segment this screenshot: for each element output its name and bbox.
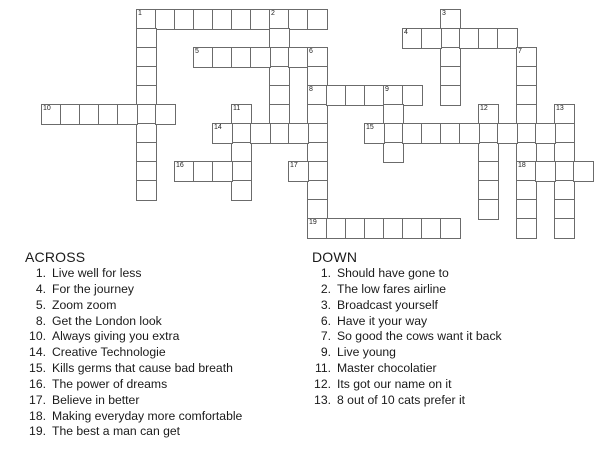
grid-cell[interactable] xyxy=(440,66,461,87)
cell-number: 18 xyxy=(518,162,526,169)
clue-text: The low fares airline xyxy=(337,281,447,296)
clue-text: Should have gone to xyxy=(337,266,449,280)
down-clue-list xyxy=(314,266,502,409)
grid-cell[interactable] xyxy=(307,123,328,144)
grid-cell[interactable] xyxy=(174,161,195,182)
clue-text: Live young xyxy=(337,345,396,360)
grid-cell[interactable] xyxy=(136,9,157,30)
clue-number: 4. xyxy=(35,281,46,296)
grid-cell[interactable] xyxy=(231,142,252,163)
down-clue[interactable] xyxy=(320,345,502,361)
clue-text: Get the London look xyxy=(52,313,162,328)
clue-number: 3. xyxy=(320,297,331,312)
grid-cell[interactable] xyxy=(288,123,309,144)
grid-cell[interactable] xyxy=(307,199,328,220)
grid-cell[interactable] xyxy=(288,9,309,30)
clue-text: 8 out of 10 cats prefer it xyxy=(337,392,466,407)
clue-number: 2. xyxy=(320,281,331,296)
cell-number: 3 xyxy=(442,10,446,17)
cell-number: 17 xyxy=(290,162,298,169)
grid-cell[interactable] xyxy=(288,47,309,68)
grid-cell[interactable] xyxy=(440,28,461,49)
cell-number: 8 xyxy=(309,86,313,93)
grid-cell[interactable] xyxy=(554,161,575,182)
grid-cell[interactable] xyxy=(383,218,404,239)
cell-number: 2 xyxy=(271,10,275,17)
grid-cell[interactable] xyxy=(307,180,328,201)
cell-number: 7 xyxy=(518,48,522,55)
grid-cell[interactable] xyxy=(307,161,328,182)
grid-cell[interactable] xyxy=(212,47,233,68)
clue-number: 14. xyxy=(29,345,46,360)
clue-number: 11. xyxy=(314,361,331,376)
grid-cell[interactable] xyxy=(516,85,537,106)
grid-cell[interactable] xyxy=(364,218,385,239)
grid-cell[interactable] xyxy=(402,85,423,106)
across-clue[interactable] xyxy=(35,297,242,314)
grid-cell[interactable] xyxy=(383,104,404,125)
grid-cell[interactable] xyxy=(478,28,499,49)
cell-number: 4 xyxy=(404,29,408,36)
clue-text: Have it your way xyxy=(337,313,428,328)
grid-cell[interactable] xyxy=(478,161,499,182)
grid-cell[interactable] xyxy=(117,104,138,125)
grid-cell[interactable] xyxy=(440,47,461,68)
grid-cell[interactable] xyxy=(497,123,518,144)
grid-cell[interactable] xyxy=(136,161,157,182)
grid-cell[interactable] xyxy=(402,28,423,49)
grid-cell[interactable] xyxy=(155,9,176,30)
clue-number: 6. xyxy=(320,313,331,328)
grid-cell[interactable] xyxy=(554,180,575,201)
grid-cell[interactable] xyxy=(364,85,385,106)
grid-cell[interactable] xyxy=(326,218,347,239)
cell-number: 14 xyxy=(214,124,222,131)
across-clue[interactable] xyxy=(29,329,242,345)
grid-cell[interactable] xyxy=(402,218,423,239)
grid-cell[interactable] xyxy=(345,85,366,106)
clue-number: 15. xyxy=(29,361,46,376)
down-clue[interactable] xyxy=(314,376,502,393)
grid-cell[interactable] xyxy=(554,123,575,144)
grid-cell[interactable] xyxy=(269,123,290,144)
grid-cell[interactable] xyxy=(497,28,518,49)
grid-cell[interactable] xyxy=(231,161,252,182)
grid-cell[interactable] xyxy=(516,161,537,182)
grid-cell[interactable] xyxy=(231,9,252,30)
down-clue[interactable] xyxy=(320,281,502,298)
grid-cell[interactable] xyxy=(136,104,157,125)
grid-cell[interactable] xyxy=(440,85,461,106)
grid-cell[interactable] xyxy=(98,104,119,125)
grid-cell[interactable] xyxy=(136,85,157,106)
grid-cell[interactable] xyxy=(554,142,575,163)
clue-text: Broadcast yourself xyxy=(337,297,438,312)
clue-text: Creative Technologie xyxy=(52,345,166,360)
grid-cell[interactable] xyxy=(269,104,290,125)
across-heading: ACROSS xyxy=(25,249,86,265)
cell-number: 6 xyxy=(309,48,313,55)
grid-cell[interactable] xyxy=(136,180,157,201)
cell-number: 11 xyxy=(233,105,241,112)
grid-cell[interactable] xyxy=(345,218,366,239)
grid-cell[interactable] xyxy=(155,104,176,125)
grid-cell[interactable] xyxy=(231,123,252,144)
grid-cell[interactable] xyxy=(440,123,461,144)
grid-cell[interactable] xyxy=(516,180,537,201)
across-clue[interactable] xyxy=(29,345,242,361)
clue-text: Its got our name on it xyxy=(337,376,452,391)
grid-cell[interactable] xyxy=(516,104,537,125)
grid-cell[interactable] xyxy=(269,85,290,106)
clue-number: 10. xyxy=(29,329,46,344)
grid-cell[interactable] xyxy=(136,66,157,87)
across-clue[interactable] xyxy=(29,361,242,377)
grid-cell[interactable] xyxy=(383,85,404,106)
clue-number: 1. xyxy=(35,266,46,280)
clue-text: The best a man can get xyxy=(52,424,181,439)
clue-text: So good the cows want it back xyxy=(337,329,502,344)
cell-number: 10 xyxy=(43,105,51,112)
clue-text: Zoom zoom xyxy=(52,297,117,312)
grid-cell[interactable] xyxy=(478,180,499,201)
cell-number: 16 xyxy=(176,162,184,169)
grid-cell[interactable] xyxy=(307,104,328,125)
grid-cell[interactable] xyxy=(440,9,461,30)
clue-text: Live well for less xyxy=(52,266,142,280)
down-clue[interactable] xyxy=(314,361,502,377)
down-heading: DOWN xyxy=(312,249,358,265)
grid-cell[interactable] xyxy=(212,123,233,144)
cell-number: 5 xyxy=(195,48,199,55)
grid-cell[interactable] xyxy=(554,218,575,239)
grid-cell[interactable] xyxy=(307,9,328,30)
grid-cell[interactable] xyxy=(440,218,461,239)
grid-cell[interactable] xyxy=(554,104,575,125)
grid-cell[interactable] xyxy=(212,9,233,30)
across-clue[interactable] xyxy=(35,266,242,282)
grid-cell[interactable] xyxy=(41,104,62,125)
clue-number: 7. xyxy=(320,329,331,344)
grid-cell[interactable] xyxy=(174,9,195,30)
grid-cell[interactable] xyxy=(269,28,290,49)
grid-cell[interactable] xyxy=(193,47,214,68)
clue-number: 18. xyxy=(29,408,46,423)
grid-cell[interactable] xyxy=(307,142,328,163)
grid-cell[interactable] xyxy=(421,28,442,49)
grid-cell[interactable] xyxy=(79,104,100,125)
clue-number: 12. xyxy=(314,376,331,391)
grid-cell[interactable] xyxy=(307,47,328,68)
grid-cell[interactable] xyxy=(383,142,404,163)
grid-cell[interactable] xyxy=(478,123,499,144)
clue-text: For the journey xyxy=(52,281,134,296)
grid-cell[interactable] xyxy=(421,218,442,239)
grid-cell[interactable] xyxy=(554,199,575,220)
grid-cell[interactable] xyxy=(136,47,157,68)
grid-cell[interactable] xyxy=(60,104,81,125)
grid-cell[interactable] xyxy=(516,47,537,68)
grid-cell[interactable] xyxy=(573,161,594,182)
across-clue[interactable] xyxy=(35,313,242,330)
grid-cell[interactable] xyxy=(193,9,214,30)
grid-cell[interactable] xyxy=(516,142,537,163)
grid-cell[interactable] xyxy=(516,218,537,239)
down-clue[interactable] xyxy=(314,392,502,409)
cell-number: 12 xyxy=(480,105,488,112)
cell-number: 15 xyxy=(366,124,374,131)
down-clue[interactable] xyxy=(320,329,502,345)
grid-cell[interactable] xyxy=(193,161,214,182)
grid-cell[interactable] xyxy=(383,123,404,144)
grid-cell[interactable] xyxy=(136,28,157,49)
clue-text: Always giving you extra xyxy=(52,329,180,344)
clue-text: Making everyday more comfortable xyxy=(52,408,243,423)
clue-number: 8. xyxy=(35,313,46,328)
grid-cell[interactable] xyxy=(231,104,252,125)
grid-cell[interactable] xyxy=(288,161,309,182)
cell-number: 1 xyxy=(138,10,142,17)
down-clue[interactable] xyxy=(320,313,502,330)
clue-text: Believe in better xyxy=(52,392,140,407)
cell-number: 9 xyxy=(385,86,389,93)
grid-cell[interactable] xyxy=(516,199,537,220)
clue-text: The power of dreams xyxy=(52,376,168,391)
clue-number: 9. xyxy=(320,345,331,360)
grid-cell[interactable] xyxy=(516,123,537,144)
clue-number: 13. xyxy=(314,392,331,407)
clue-text: Master chocolatier xyxy=(337,361,437,376)
grid-cell[interactable] xyxy=(231,47,252,68)
across-clue[interactable] xyxy=(35,281,242,298)
grid-cell[interactable] xyxy=(136,142,157,163)
across-clue[interactable] xyxy=(29,408,243,425)
down-clue[interactable] xyxy=(320,266,502,282)
across-clue-list xyxy=(29,266,243,440)
grid-cell[interactable] xyxy=(421,123,442,144)
clue-number: 17. xyxy=(29,392,46,407)
grid-cell[interactable] xyxy=(231,180,252,201)
down-clue[interactable] xyxy=(320,297,502,314)
grid-cell[interactable] xyxy=(269,47,290,68)
across-clue[interactable] xyxy=(29,392,242,409)
grid-cell[interactable] xyxy=(326,85,347,106)
grid-cell[interactable] xyxy=(478,142,499,163)
grid-cell[interactable] xyxy=(478,104,499,125)
grid-cell[interactable] xyxy=(212,161,233,182)
cell-number: 19 xyxy=(309,219,317,226)
cell-number: 13 xyxy=(556,105,564,112)
grid-cell[interactable] xyxy=(459,28,480,49)
clue-number: 5. xyxy=(35,297,46,312)
grid-cell[interactable] xyxy=(516,66,537,87)
grid-cell[interactable] xyxy=(307,66,328,87)
clue-text: Kills germs that cause bad breath xyxy=(52,361,233,376)
grid-cell[interactable] xyxy=(535,161,556,182)
clue-number: 19. xyxy=(29,424,46,439)
grid-cell[interactable] xyxy=(402,123,423,144)
grid-cell[interactable] xyxy=(459,123,480,144)
grid-cell[interactable] xyxy=(250,47,271,68)
grid-cell[interactable] xyxy=(535,123,556,144)
clue-number: 1. xyxy=(320,266,331,280)
grid-cell[interactable] xyxy=(269,9,290,30)
grid-cell[interactable] xyxy=(307,218,328,239)
grid-cell[interactable] xyxy=(307,85,328,106)
grid-cell[interactable] xyxy=(250,9,271,30)
grid-cell[interactable] xyxy=(136,123,157,144)
clue-number: 16. xyxy=(29,376,46,391)
grid-cell[interactable] xyxy=(478,199,499,220)
across-clue[interactable] xyxy=(29,376,242,393)
grid-cell[interactable] xyxy=(269,66,290,87)
across-clue[interactable] xyxy=(29,424,242,440)
grid-cell[interactable] xyxy=(250,123,271,144)
grid-cell[interactable] xyxy=(364,123,385,144)
